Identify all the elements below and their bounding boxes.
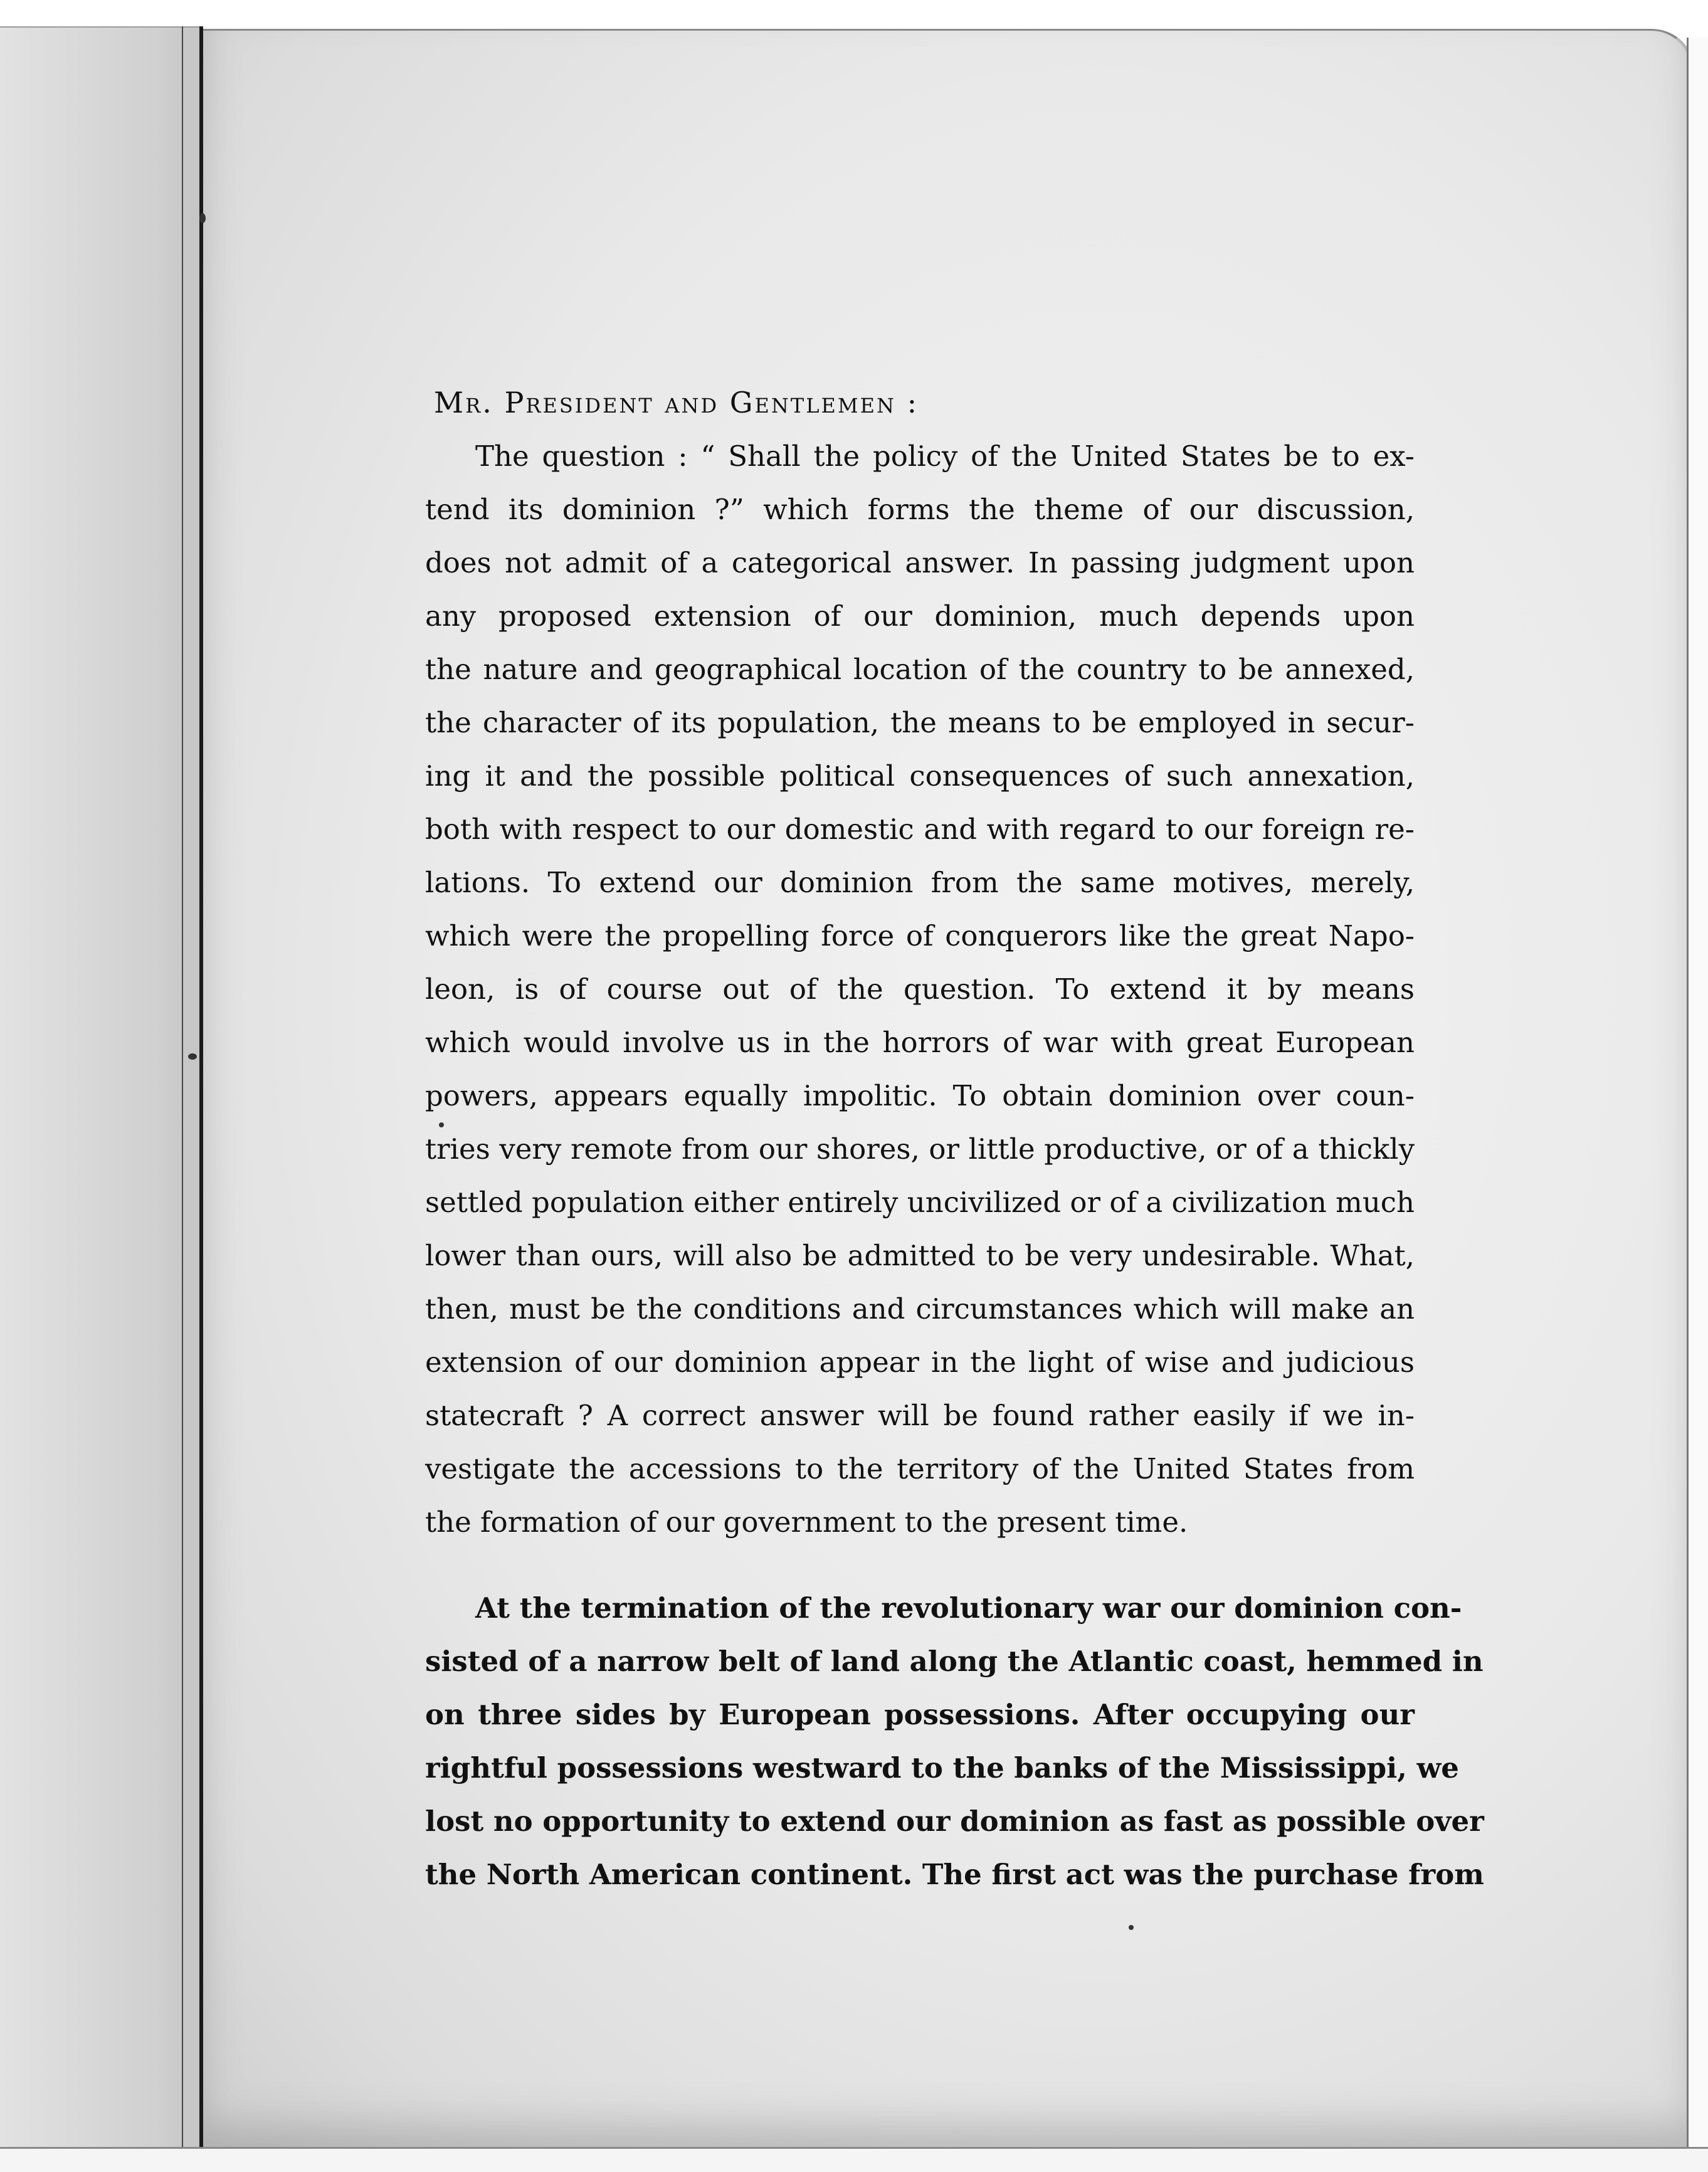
text-line: which were the propelling force of conquerors like the great Napo- xyxy=(425,919,1415,952)
scan-speck xyxy=(188,1053,197,1060)
text-line: on three sides by European possessions. After occupying our xyxy=(425,1698,1415,1731)
text-line: vestigate the accessions to the territory of the United States from xyxy=(425,1452,1415,1485)
text-line: statecraft ? A correct answer will be found rather easily if we in- xyxy=(425,1399,1415,1432)
page-bottom-margin xyxy=(0,2147,1708,2172)
text-line: extension of our dominion appear in the light of wise and judicious xyxy=(425,1346,1415,1379)
text-line: The question : “ Shall the policy of the United States be to ex- xyxy=(475,440,1415,473)
paragraph-2 xyxy=(425,1581,1484,1901)
page-right-margin xyxy=(1687,38,1708,2151)
scan-speck xyxy=(1129,1925,1134,1930)
text-line: ing it and the possible political consequences of such annexation, xyxy=(425,759,1415,793)
text-line: lost no opportunity to extend our dominion as fast as possible over xyxy=(425,1805,1484,1838)
text-line: the formation of our government to the present time. xyxy=(425,1505,1188,1539)
paragraph-1 xyxy=(425,430,1415,1549)
speech-text xyxy=(425,376,1484,1901)
text-line: does not admit of a categorical answer. In passing judgment upon xyxy=(425,546,1415,579)
text-line: tries very remote from our shores, or little productive, or of a thickly xyxy=(425,1132,1415,1166)
text-line: settled population either entirely uncivilized or of a civilization much xyxy=(425,1186,1415,1219)
gutter-shadow xyxy=(182,26,183,2161)
text-line: tend its dominion ?” which forms the theme of our discussion, xyxy=(425,493,1415,526)
text-line: the nature and geographical location of the country to be annexed, xyxy=(425,653,1415,686)
text-line: the character of its population, the means to be employed in secur- xyxy=(425,706,1415,739)
text-line: powers, appears equally impolitic. To obtain dominion over coun- xyxy=(425,1079,1415,1112)
text-line: then, must be the conditions and circumstances which will make an xyxy=(425,1292,1415,1326)
text-line: lower than ours, will also be admitted to be very undesirable. What, xyxy=(425,1239,1415,1272)
text-line: the North American continent. The first act was the purchase from xyxy=(425,1858,1484,1891)
text-line: At the termination of the revolutionary war our dominion con- xyxy=(475,1591,1462,1625)
text-line: any proposed extension of our dominion, much depends upon xyxy=(425,599,1415,633)
scan-speck xyxy=(199,213,206,223)
text-line: leon, is of course out of the question. To extend it by means xyxy=(425,973,1415,1006)
text-line: sisted of a narrow belt of land along the Atlantic coast, hemmed in xyxy=(425,1645,1484,1678)
text-line: lations. To extend our dominion from the same motives, merely, xyxy=(425,866,1415,899)
text-line: which would involve us in the horrors of war with great European xyxy=(425,1026,1415,1059)
text-line: rightful possessions westward to the banks of the Mississippi, we xyxy=(425,1751,1459,1785)
left-blank-page xyxy=(0,26,201,2159)
text-line: both with respect to our domestic and with regard to our foreign re- xyxy=(425,813,1415,846)
salutation: Mr. President and Gentlemen : xyxy=(434,386,919,419)
